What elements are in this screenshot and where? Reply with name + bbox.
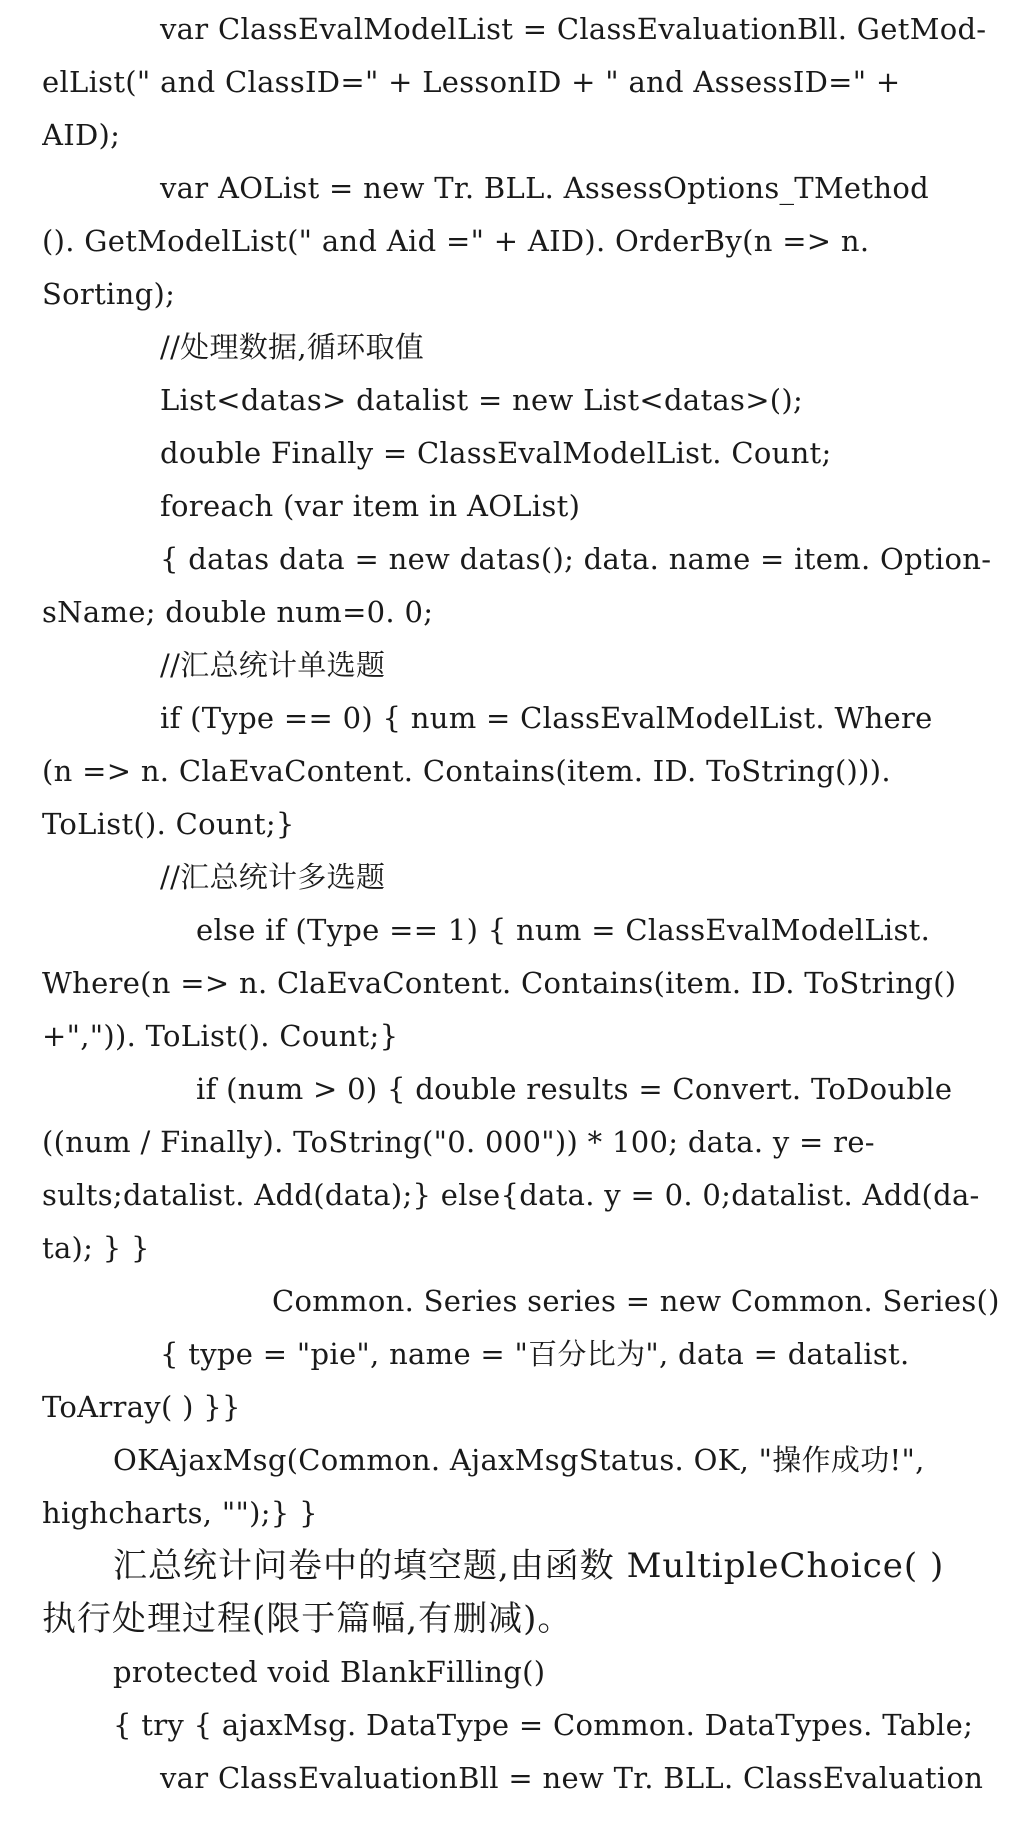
code-line: if (num > 0) { double results = Convert. ToDouble — [196, 1072, 953, 1106]
code-line: else if (Type == 1) { num = ClassEvalModelList. — [196, 913, 931, 947]
code-line: ((num / Finally). ToString("0. 000")) * 100; data. y = re- — [42, 1125, 875, 1159]
code-line: sults;datalist. Add(data);} else{data. y = 0. 0;datalist. Add(da- — [42, 1178, 980, 1212]
code-line: var ClassEvaluationBll = new Tr. BLL. ClassEvaluation — [160, 1761, 984, 1795]
code-line: var ClassEvalModelList = ClassEvaluationBll. GetMod- — [160, 12, 987, 46]
code-line: Sorting); — [42, 277, 176, 311]
code-line: ta); } } — [42, 1231, 150, 1265]
code-line: var AOList = new Tr. BLL. AssessOptions_TMethod — [160, 171, 929, 205]
code-comment: //汇总统计多选题 — [160, 860, 386, 894]
body-paragraph-line: 执行处理过程(限于篇幅,有删减)。 — [42, 1599, 573, 1639]
code-line: foreach (var item in AOList) — [160, 489, 581, 523]
code-line: (n => n. ClaEvaContent. Contains(item. ID. ToString())). — [42, 754, 891, 788]
code-line: ToList(). Count;} — [42, 807, 295, 841]
code-line: (). GetModelList(" and Aid =" + AID). OrderBy(n => n. — [42, 224, 870, 258]
code-line: if (Type == 0) { num = ClassEvalModelList. Where — [160, 701, 933, 735]
code-line: ToArray( ) }} — [42, 1390, 241, 1424]
code-line: { type = "pie", name = "百分比为", data = datalist. — [160, 1337, 910, 1371]
code-line: { try { ajaxMsg. DataType = Common. DataTypes. Table; — [113, 1708, 974, 1742]
code-line: Where(n => n. ClaEvaContent. Contains(item. ID. ToString() — [42, 966, 957, 1000]
code-comment: //处理数据,循环取值 — [160, 330, 425, 364]
code-line: sName; double num=0. 0; — [42, 595, 434, 629]
code-line: +",")). ToList(). Count;} — [42, 1019, 399, 1053]
code-line: Common. Series series = new Common. Series() — [272, 1284, 1000, 1318]
code-line: highcharts, "");} } — [42, 1496, 318, 1530]
code-line: protected void BlankFilling() — [113, 1655, 546, 1689]
code-line: double Finally = ClassEvalModelList. Count; — [160, 436, 832, 470]
code-line: { datas data = new datas(); data. name = item. Option- — [160, 542, 992, 576]
code-comment: //汇总统计单选题 — [160, 648, 386, 682]
code-line: AID); — [42, 118, 121, 152]
code-line: elList(" and ClassID=" + LessonID + " and AssessID=" + — [42, 65, 901, 99]
code-line: OKAjaxMsg(Common. AjaxMsgStatus. OK, "操作成功!", — [113, 1443, 925, 1477]
code-line: List<datas> datalist = new List<datas>(); — [160, 383, 804, 417]
body-paragraph-line: 汇总统计问卷中的填空题,由函数 MultipleChoice( ) — [113, 1546, 945, 1586]
